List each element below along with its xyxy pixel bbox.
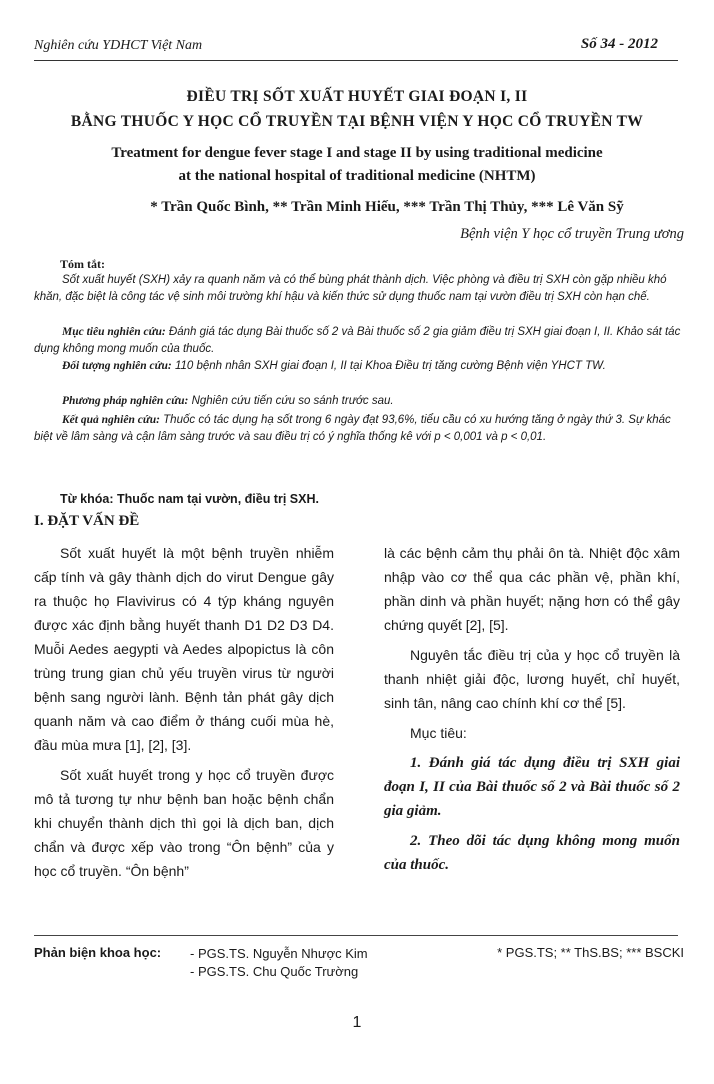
title-en-line2: at the national hospital of traditional medicine (NHTM): [178, 168, 536, 184]
reviewer-label: Phản biện khoa học:: [34, 945, 162, 960]
results-text: Thuốc có tác dụng hạ sốt trong 6 ngày đạt 93,6%, tiểu cầu có xu hướng tăng ở ngày thứ 3. Sự khác biệt về lâm sàng và cận lâm sàng trước và sau điều trị có ý nghĩa thống kê với p < 0,001 và p < 0,01.: [34, 414, 671, 443]
author-degrees: * PGS.TS; ** ThS.BS; *** BSCKI: [497, 945, 684, 960]
issue-number: Số 34 - 2012: [580, 36, 658, 52]
authors: * Trần Quốc Bình, ** Trần Minh Hiếu, *** Trần Thị Thủy, *** Lê Văn Sỹ: [150, 199, 624, 215]
subjects-text: 110 bệnh nhân SXH giai đoạn I, II tại Khoa Điều trị tăng cường Bệnh viện YHCT TW.: [174, 360, 606, 372]
page-number: 1: [352, 1014, 362, 1031]
right-paragraph-2: Nguyên tắc điều trị của y học cổ truyền là thanh nhiệt giải độc, lương huyết, chỉ huyết, sinh tân, nâng cao chính khí cơ thể [5].: [384, 647, 680, 711]
header-rule: [34, 60, 678, 61]
footer-rule: [34, 935, 678, 936]
reviewer-list: [190, 945, 368, 981]
results-label: Kết quả nghiên cứu:: [62, 414, 160, 426]
title-vn-line1: ĐIỀU TRỊ SỐT XUẤT HUYẾT GIAI ĐOẠN I, II: [186, 88, 528, 105]
abstract-method: [34, 393, 684, 410]
title-en-line1: Treatment for dengue fever stage I and stage II by using traditional medicine: [111, 145, 603, 161]
method-label: Phương pháp nghiên cứu:: [62, 395, 189, 407]
section-heading: I. ĐẶT VẤN ĐỀ: [34, 513, 140, 529]
left-column: [34, 541, 334, 889]
objective-1: 1. Đánh giá tác dụng điều trị SXH giai đoạn I, II của Bài thuốc số 2 và Bài thuốc số 2 gia giảm.: [384, 755, 680, 819]
journal-name: Nghiên cứu YDHCT Việt Nam: [34, 38, 203, 53]
institution: Bệnh viện Y học cổ truyền Trung ương: [460, 226, 684, 242]
abstract-subjects: [34, 358, 684, 375]
right-paragraph-1: là các bệnh cảm thụ phải ôn tà. Nhiệt độc xâm nhập vào cơ thể qua các phần vệ, phần khí, phần dinh và phần huyết; nặng hơn có thể gây chứng quyết [2], [5].: [384, 545, 680, 633]
objectives-label: Mục tiêu:: [410, 725, 467, 741]
objective-text: Đánh giá tác dụng Bài thuốc số 2 và Bài thuốc số 2 gia giảm điều trị SXH giai đoạn I, II. Khảo sát tác dụng không mong muốn của thuốc.: [34, 326, 681, 355]
abstract-intro: Sốt xuất huyết (SXH) xảy ra quanh năm và có thể bùng phát thành dịch. Việc phòng và điều trị SXH còn gặp nhiều khó khăn, đặc biệt là công tác vệ sinh môi trường khí hậu và kiến thức sử dụng thuốc nam tại vườn điều trị SXH còn hạn chế.: [34, 274, 667, 303]
abstract-label: Tóm tắt:: [60, 257, 105, 271]
method-text: Nghiên cứu tiến cứu so sánh trước sau.: [191, 395, 394, 407]
objective-label: Mục tiêu nghiên cứu:: [62, 326, 166, 338]
abstract-objective: [34, 324, 684, 358]
reviewer-1: - PGS.TS. Nguyễn Nhược Kim: [190, 946, 368, 961]
title-vn-line2: BẰNG THUỐC Y HỌC CỔ TRUYỀN TẠI BỆNH VIỆN Y HỌC CỔ TRUYỀN TW: [70, 113, 644, 130]
reviewer-2: - PGS.TS. Chu Quốc Trường: [190, 964, 359, 979]
objective-2: 2. Theo dõi tác dụng không mong muốn của thuốc.: [384, 833, 680, 873]
keywords: Từ khóa: Thuốc nam tại vườn, điều trị SXH.: [60, 492, 319, 506]
left-paragraph-2: Sốt xuất huyết trong y học cổ truyền được mô tả tương tự như bệnh ban hoặc bệnh chẩn khi chuyển thành dịch thì gọi là dịch ban, dịch chẩn và được xếp vào trong “Ôn bệnh” của y học cổ truyền. “Ôn bệnh”: [34, 767, 334, 879]
subjects-label: Đối tượng nghiên cứu:: [62, 360, 172, 372]
right-column: [384, 541, 680, 883]
left-paragraph-1: Sốt xuất huyết là một bệnh truyền nhiễm cấp tính và gây thành dịch do virut Dengue gây ra thuộc họ Flavivirus có 4 týp kháng nguyên được xác định bằng huyết thanh D1 D2 D3 D4. Muỗi Aedes aegypti và Aedes alpopictus là côn trùng trung gian chủ yếu truyền virus từ người bệnh sang người lành. Bệnh tản phát gây dịch quanh năm và cao điểm ở tháng cuối mùa hè, đầu mùa mưa [1], [2], [3].: [34, 545, 334, 753]
abstract-results: [34, 412, 684, 446]
